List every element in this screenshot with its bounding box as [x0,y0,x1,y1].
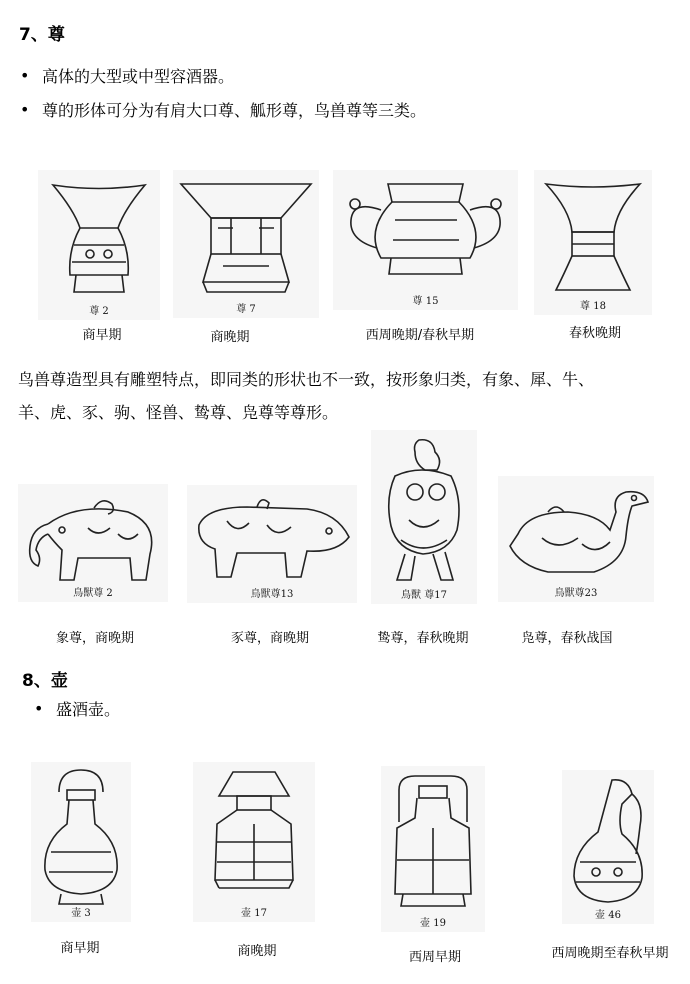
figure-tag: 尊 18 [580,301,606,312]
figure-tag: 壶 3 [71,908,91,919]
figure-tag: 尊 2 [89,306,109,317]
figure-tag: 鳥獸 尊17 [401,590,447,601]
caption-zun-2: 商早期 [82,328,122,343]
figure-tag: 鳥獸尊 2 [73,588,113,599]
owl-zun-icon [371,430,477,604]
hu-gourd-pot-icon [562,770,654,924]
hu-loop-handle-pot-icon [381,766,485,932]
figure-zun-7 [173,170,319,318]
caption-owl-zun: 鸷尊，春秋晚期 [377,631,469,646]
figure-zun-18 [534,170,652,315]
hu-handled-pot-icon [31,762,131,922]
zun-gu-shaped-vessel-icon [534,170,652,315]
figure-hu-19 [381,766,485,932]
zun-square-vessel-icon [173,170,319,318]
figure-animal-zun-23 [498,476,654,602]
figure-zun-2 [38,170,160,320]
section-heading-hu: 8、壶 [22,671,68,691]
figure-hu-17 [193,762,315,922]
bullet-zun-2 [20,98,426,121]
bullet-text: 尊的形体可分为有肩大口尊、觚形尊，鸟兽尊等三类。 [42,101,427,120]
figure-animal-zun-2 [18,484,168,602]
figure-animal-zun-13 [187,485,357,603]
figure-tag: 壶 19 [420,918,446,929]
caption-hu-19: 西周早期 [408,950,461,965]
figure-tag: 尊 7 [236,304,256,315]
zun-wide-mouth-vessel-icon [38,170,160,320]
figure-hu-46 [562,770,654,924]
caption-elephant-zun: 象尊，商晚期 [55,631,134,646]
bullet-dot-icon: • [34,699,44,718]
figure-tag: 尊 15 [412,296,439,307]
bullet-dot-icon: • [20,66,30,85]
figure-animal-zun-17 [371,430,477,604]
caption-zun-15: 西周晚期/春秋早期 [365,328,475,343]
caption-pig-zun: 豕尊，商晚期 [230,631,309,646]
caption-hu-3: 商早期 [60,941,100,956]
bullet-text: 高体的大型或中型容酒器。 [42,67,235,86]
bullet-hu-1 [34,697,120,720]
caption-duck-zun: 凫尊，春秋战国 [521,631,613,646]
figure-tag: 壶 17 [241,908,267,919]
figure-tag: 鳥獸尊23 [554,588,598,599]
figure-tag: 壶 46 [595,910,621,921]
bullet-dot-icon: • [20,100,30,119]
bullet-zun-1 [20,64,234,87]
paragraph-line-1: 鸟兽尊造型具有雕塑特点，即同类的形状也不一致，按形象归类，有象、犀、牛、 [18,370,595,389]
caption-zun-18: 春秋晚期 [568,326,621,341]
figure-zun-15 [333,170,518,310]
bullet-text: 盛酒壶。 [56,700,121,719]
caption-zun-7: 商晚期 [210,330,250,345]
caption-hu-46: 西周晚期至春秋早期 [551,946,669,961]
paragraph-line-2: 羊、虎、豕、驹、怪兽、鸷尊、凫尊等尊形。 [18,403,339,422]
hu-square-pot-icon [193,762,315,922]
figure-tag: 鳥獸尊13 [250,589,294,600]
section-heading-zun: 7、尊 [19,25,65,45]
zun-handled-vessel-icon [333,170,518,310]
caption-hu-17: 商晚期 [237,944,277,959]
figure-hu-3 [31,762,131,922]
